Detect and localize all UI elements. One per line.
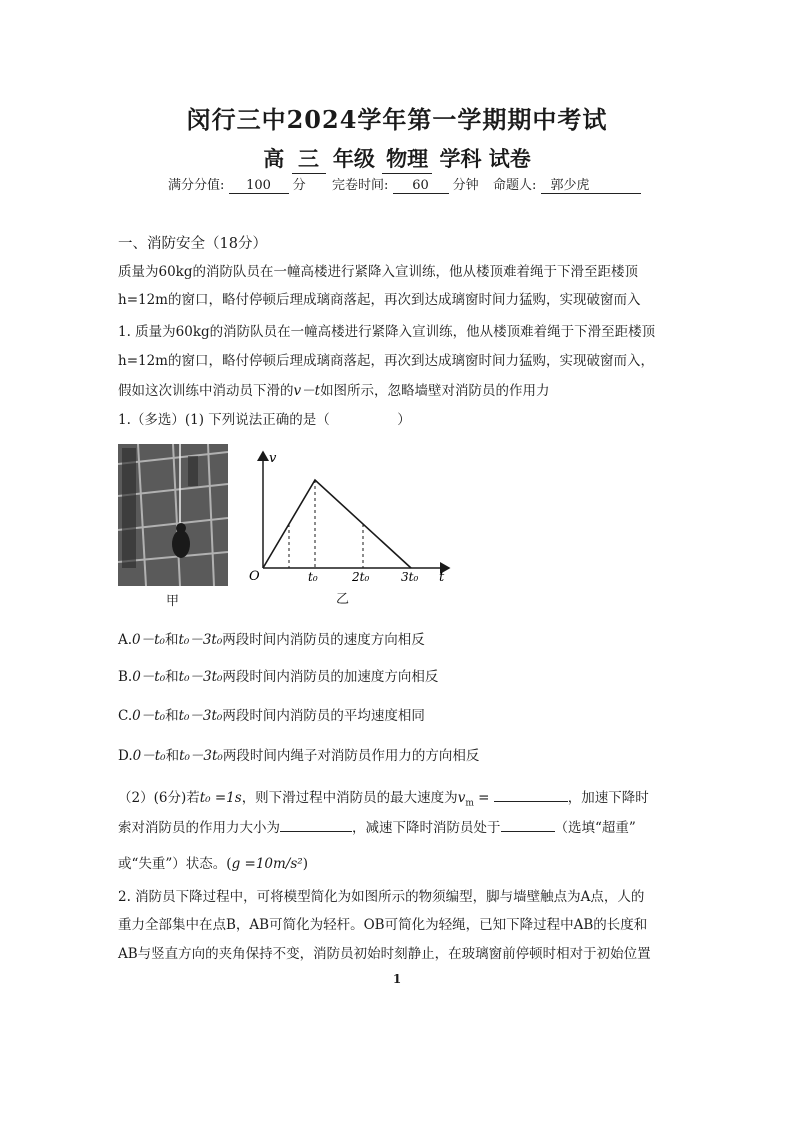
q1-2-equals: = — [473, 790, 494, 806]
option-c-text: 两段时间内消防员的平均速度相同 — [222, 708, 425, 724]
q1-2-line-1 — [118, 788, 649, 814]
q2-line-3: AB与竖直方向的夹角保持不变，消防员初始时刻静止，在玻璃窗前停顿时相对于初始位置 — [118, 946, 651, 962]
author-info — [493, 174, 641, 194]
option-c — [118, 706, 425, 726]
graph-t-label: t — [439, 570, 445, 585]
author-value: 郭少虎 — [541, 174, 641, 194]
vm-symbol: v — [457, 790, 466, 806]
score-value: 100 — [229, 178, 289, 194]
option-d — [118, 746, 479, 766]
option-c-interval-2: t₀－3t₀ — [178, 708, 223, 724]
q1-line-3b: 如图所示，忽略墙壁对消防员的作用力 — [320, 383, 550, 399]
subject-value: 物理 — [382, 143, 432, 174]
q1-2-condition: t₀ =1s — [199, 790, 242, 806]
q1-2-state-text: ，减速下降时消防员处于 — [352, 820, 501, 836]
time-label: 完卷时间: — [332, 178, 389, 193]
time-unit: 分钟 — [452, 178, 479, 193]
fig-label-jia: 甲 — [166, 594, 180, 609]
blank-weight-state[interactable] — [501, 831, 555, 832]
option-b-interval-2: t₀－3t₀ — [178, 669, 223, 685]
intro-line-1: 质量为60kg的消防队员在一幢高楼进行紧降入宣训练，他从楼顶难着绳于下滑至距楼顶 — [118, 264, 638, 280]
page-number: 1 — [392, 972, 402, 986]
q1-2-line-3 — [118, 854, 308, 874]
q1-2-max-speed-text: ，则下滑过程中消防员的最大速度为 — [241, 790, 458, 806]
q1-2-state-suffix: 或“失重”）状态。( — [118, 856, 232, 872]
subject-suffix: 学科 试卷 — [439, 146, 531, 171]
graph-v-label: v — [269, 451, 277, 466]
q1-line-1: 1. 质量为60kg的消防队员在一幢高楼进行紧降入宣训练，他从楼顶难着绳于下滑至距楼顶 — [118, 324, 656, 340]
q1-2-accel-text: ，加速下降时 — [567, 790, 649, 806]
score-label: 满分分值: — [168, 178, 225, 193]
time-info — [332, 174, 479, 194]
rappelling-photo — [118, 444, 228, 586]
option-d-interval-1: 0－t₀ — [132, 748, 166, 764]
gravity-value: g =10m/s² — [231, 856, 303, 872]
option-a-and: 和 — [164, 632, 179, 648]
exam-title: 闵行三中2024学年第一学期期中考试 — [186, 105, 608, 134]
q1-2-prefix: （2）(6分)若 — [118, 790, 200, 806]
vm-subscript: m — [465, 798, 474, 809]
option-d-interval-2: t₀－3t₀ — [179, 748, 223, 764]
score-unit: 分 — [292, 178, 306, 193]
q1-line-3a: 假如这次训练中消动员下滑的 — [118, 383, 294, 399]
intro-line-2: h=12m的窗口，略付停顿后理成璃商落起，再次到达成璃窗时间力猛购，实现破窗而入 — [118, 292, 641, 308]
grade-suffix: 年级 — [332, 146, 375, 171]
option-c-and: 和 — [165, 708, 179, 724]
q1-line-2: h=12m的窗口，略付停顿后理成璃商落起，再次到达成璃窗时间力猛购，实现破窗而入， — [118, 353, 654, 369]
q1-prompt: 1.（多选）(1) 下列说法正确的是（ ） — [118, 412, 411, 428]
q1-2-choice-text: （选填“超重” — [554, 820, 636, 836]
option-c-interval-1: 0－t₀ — [132, 708, 166, 724]
option-a-interval-2: t₀－3t₀ — [178, 632, 223, 648]
vt-graph — [245, 448, 455, 592]
q1-2-force-text: 索对消防员的作用力大小为 — [118, 820, 280, 836]
q1-line-3 — [118, 381, 550, 401]
q1-2-line-2 — [118, 818, 636, 838]
graph-t0-label: t₀ — [308, 570, 318, 584]
option-c-label: C. — [118, 708, 133, 724]
blank-rope-force[interactable] — [280, 831, 352, 832]
vt-symbol: v－t — [293, 383, 321, 399]
option-d-text: 两段时间内绳子对消防员作用力的方向相反 — [222, 748, 480, 764]
option-b-text: 两段时间内消防员的加速度方向相反 — [222, 669, 439, 685]
option-a-label: A. — [118, 632, 133, 648]
time-value: 60 — [393, 178, 449, 194]
q1-2-close-paren: ) — [302, 856, 308, 872]
exam-subtitle — [0, 143, 794, 174]
author-label: 命题人: — [493, 178, 537, 193]
option-a-interval-1: 0－t₀ — [132, 632, 165, 648]
option-b — [118, 667, 438, 687]
grade-value: 三 — [292, 143, 326, 174]
option-a — [118, 630, 425, 650]
option-d-and: 和 — [165, 748, 180, 764]
option-b-label: B. — [118, 669, 133, 685]
graph-3t0-label: 3t₀ — [401, 570, 419, 584]
section-heading: 一、消防安全（18分） — [118, 236, 267, 252]
option-d-label: D. — [118, 748, 133, 764]
graph-vt-line — [263, 480, 411, 568]
grade-prefix: 高 — [263, 146, 285, 171]
option-a-text: 两段时间内消防员的速度方向相反 — [222, 632, 425, 648]
option-b-and: 和 — [165, 669, 179, 685]
blank-max-speed[interactable] — [494, 801, 568, 802]
q2-line-1: 2. 消防员下降过程中，可将模型简化为如图所示的物须编型，脚与墙壁触点为A点，人的 — [118, 889, 645, 905]
option-b-interval-1: 0－t₀ — [132, 669, 166, 685]
fig-label-yi: 乙 — [336, 592, 350, 607]
q2-line-2: 重力全部集中在点B，AB可简化为轻杆。OB可简化为轻绳，已知下降过程中AB的长度和 — [118, 917, 648, 933]
score-info — [168, 174, 306, 194]
graph-origin-label: O — [249, 569, 260, 584]
graph-2t0-label: 2t₀ — [352, 570, 370, 584]
